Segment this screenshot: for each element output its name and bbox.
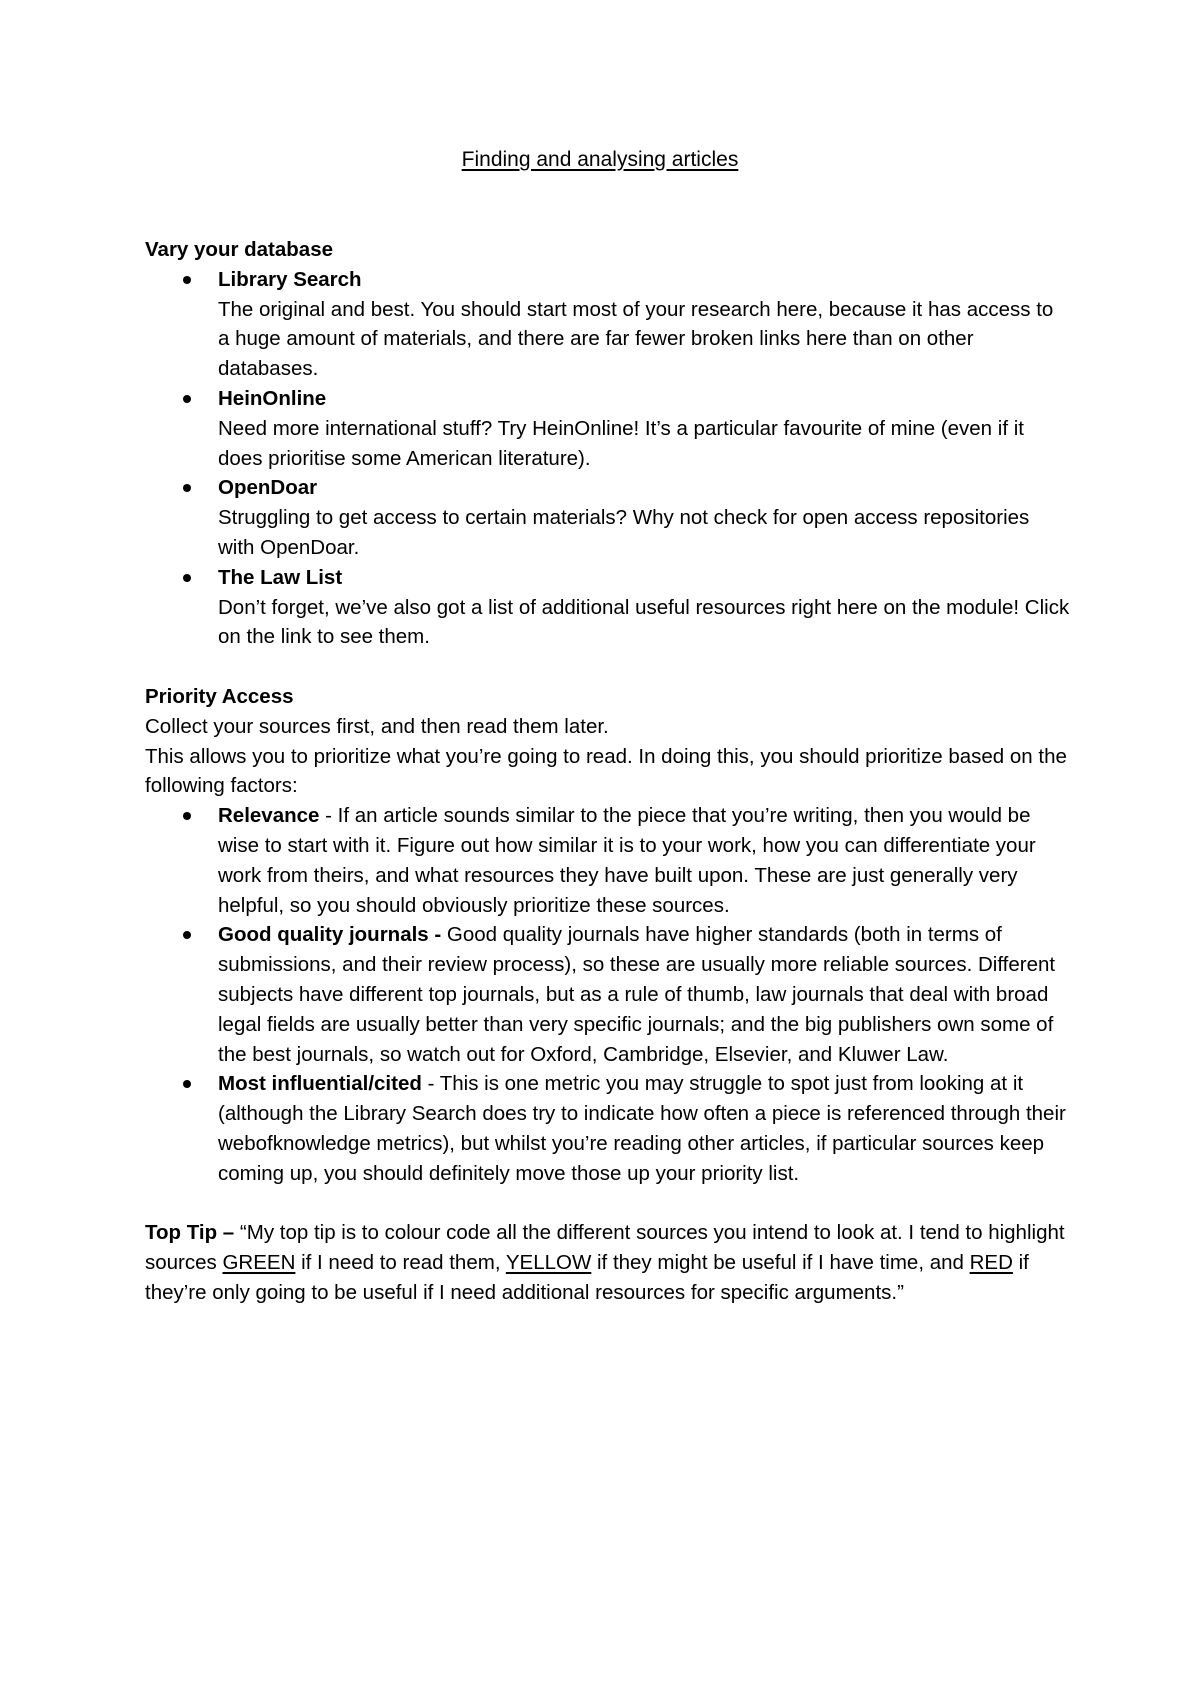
bullet-icon xyxy=(183,276,191,284)
top-tip-paragraph xyxy=(145,1218,1070,1307)
item-description: Need more international stuff? Try HeinOnline! It’s a particular favourite of mine (even if it does prioritise some American literature). xyxy=(218,416,1024,470)
item-title: OpenDoar xyxy=(218,476,318,500)
section-heading-priority: Priority Access xyxy=(145,684,294,708)
item-title: Relevance xyxy=(218,804,320,828)
list-item xyxy=(145,801,1070,920)
item-title: Good quality journals - xyxy=(218,923,442,947)
priority-list xyxy=(145,801,1070,1188)
item-title: The Law List xyxy=(218,565,343,589)
item-description: Good quality journals have higher standards (both in terms of submissions, and their review process), so these are usually more reliable sources. Different subjects have different top journals, but as a rule of thumb, law journals that deal with broad legal fields are usually better than very specific journals; and the big publishers own some of the best journals, so watch out for Oxford, Cambridge, Elsevier, and Kluwer Law. xyxy=(218,923,1056,1066)
bullet-icon xyxy=(183,1080,191,1088)
top-tip-text-2: if I need to read them, xyxy=(295,1251,506,1275)
list-item xyxy=(145,265,1070,384)
list-item xyxy=(145,384,1070,473)
top-tip-yellow: YELLOW xyxy=(505,1251,592,1275)
item-description: - If an article sounds similar to the piece that you’re writing, then you would be wise to start with it. Figure out how similar it is to your work, how you can differentiate your work from theirs, and what resources they have built upon. These are just generally very helpful, so you should obviously prioritize these sources. xyxy=(218,804,1036,917)
list-item xyxy=(145,1069,1070,1188)
bullet-icon xyxy=(183,931,191,939)
top-tip-text-3: if they might be useful if I have time, and xyxy=(591,1251,970,1275)
bullet-icon xyxy=(183,395,191,403)
item-description: - This is one metric you may struggle to spot just from looking at it (although the Library Search does try to indicate how often a piece is referenced through their webofknowledge metrics), but whilst you’re reading other articles, if particular sources keep coming up, you should definitely move those up your priority list. xyxy=(218,1072,1066,1185)
top-tip-red: RED xyxy=(969,1251,1013,1275)
priority-intro-2: This allows you to prioritize what you’re going to read. In doing this, you should prioritize based on the following factors: xyxy=(145,744,1067,798)
priority-intro-1: Collect your sources first, and then read them later. xyxy=(145,714,609,738)
bullet-icon xyxy=(183,574,191,582)
database-list xyxy=(145,265,1070,652)
list-item xyxy=(145,563,1070,652)
section-heading-database: Vary your database xyxy=(145,238,334,261)
spacer xyxy=(145,1189,1070,1219)
top-tip-text-4: if they’re only going to be useful if I need additional resources for specific arguments.” xyxy=(145,1251,1029,1304)
top-tip-label: Top Tip – xyxy=(145,1221,235,1245)
bullet-icon xyxy=(183,484,191,492)
document-body xyxy=(145,235,1070,1308)
item-title: Library Search xyxy=(218,267,362,291)
item-title: Most influential/cited xyxy=(218,1072,422,1096)
bullet-icon xyxy=(183,812,191,820)
item-description: Don’t forget, we’ve also got a list of additional useful resources right here on the module! Click on the link to see them. xyxy=(218,595,1070,649)
top-tip-text-1: “My top tip is to colour code all the different sources you intend to look at. I tend to highlight sources xyxy=(145,1221,1065,1275)
top-tip-green: GREEN xyxy=(222,1251,296,1275)
item-title: HeinOnline xyxy=(218,386,327,410)
list-item xyxy=(145,920,1070,1069)
spacer xyxy=(145,652,1070,682)
list-item xyxy=(145,473,1070,562)
item-description: Struggling to get access to certain materials? Why not check for open access repositories with OpenDoar. xyxy=(218,506,1030,559)
item-description: The original and best. You should start most of your research here, because it has access to a huge amount of materials, and there are far fewer broken links here than on other databases. xyxy=(218,297,1054,381)
document-title: Finding and analysing articles xyxy=(461,148,739,171)
